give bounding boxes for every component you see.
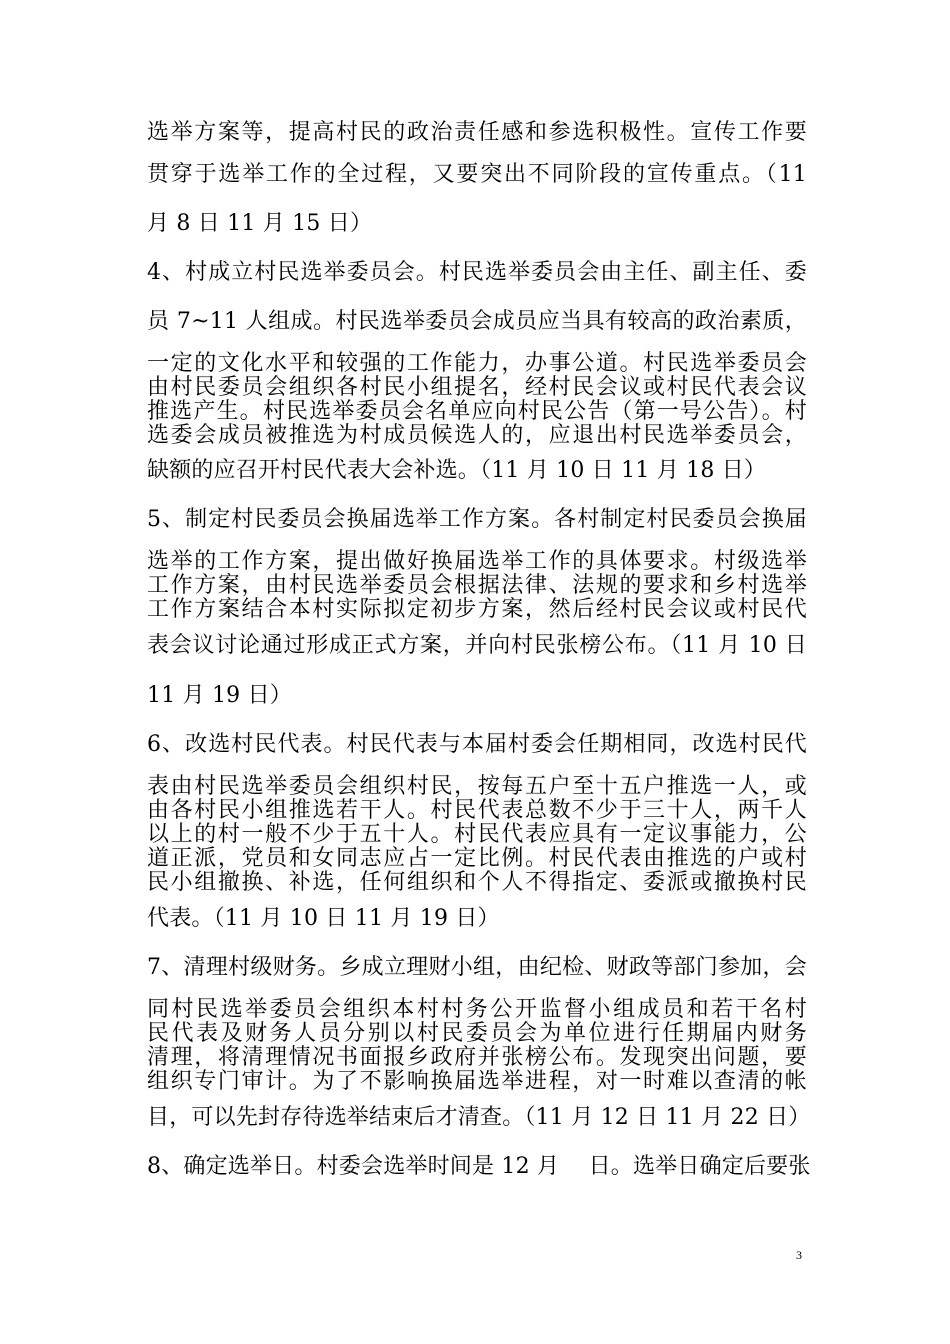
text-line: 6、改选村民代表。村民代表与本届村委会任期相同，改选村民代 (147, 732, 807, 757)
text-line: 组织专门审计。为了不影响换届选举进程，对一时难以查清的帐 (147, 1069, 807, 1094)
text-line: 以上的村一般不少于五十人。村民代表应具有一定议事能力，公 (147, 822, 807, 847)
text-line: 一定的文化水平和较强的工作能力，办事公道。村民选举委员会 (147, 351, 807, 376)
page-number: 3 (796, 1248, 802, 1262)
text-line: 清理，将清理情况书面报乡政府并张榜公布。发现突出问题，要 (147, 1045, 807, 1070)
text-line: 由村民委员会组织各村民小组提名，经村民会议或村民代表会议 (147, 375, 807, 400)
text-line: 表由村民选举委员会组织村民，按每五户至十五户推选一人，或 (147, 774, 807, 799)
text-line: 选委会成员被推选为村成员候选人的，应退出村民选举委员会， (147, 423, 807, 448)
text-line: 7、清理村级财务。乡成立理财小组，由纪检、财政等部门参加，会 (147, 955, 807, 980)
text-line: 推选产生。村民选举委员会名单应向村民公告（第一号公告）。村 (147, 399, 807, 424)
text-line: 工作方案，由村民选举委员会根据法律、法规的要求和乡村选举 (147, 573, 807, 598)
text-line: 4、村成立村民选举委员会。村民选举委员会由主任、副主任、委 (147, 260, 807, 285)
text-line: 代表。（11 月 10 日 11 月 19 日） (147, 906, 500, 931)
text-line: 选举方案等，提高村民的政治责任感和参选积极性。宣传工作要 (147, 120, 807, 145)
text-line: 道正派，党员和女同志应占一定比例。村民代表由推选的户或村 (147, 846, 807, 871)
text-line: 贯穿于选举工作的全过程，又要突出不同阶段的宣传重点。（11 (147, 162, 807, 187)
text-line: 民小组撤换、补选，任何组织和个人不得指定、委派或撤换村民 (147, 870, 807, 895)
text-line: 工作方案结合本村实际拟定初步方案，然后经村民会议或村民代 (147, 597, 807, 622)
text-line: 同村民选举委员会组织本村村务公开监督小组成员和若干名村 (147, 997, 807, 1022)
text-line: 员 7~11 人组成。村民选举委员会成员应当具有较高的政治素质， (147, 309, 807, 334)
text-line: 选举的工作方案，提出做好换届选举工作的具体要求。村级选举 (147, 549, 807, 574)
text-line: 表会议讨论通过形成正式方案，并向村民张榜公布。（11 月 10 日 (147, 633, 807, 658)
text-line: 目，可以先封存待选举结束后才清查。（11 月 12 日 11 月 22 日） (147, 1105, 811, 1130)
text-line: 月 8 日 11 月 15 日） (147, 211, 373, 236)
text-line: 由各村民小组推选若干人。村民代表总数不少于三十人，两千人 (147, 798, 807, 823)
text-line: 5、制定村民委员会换届选举工作方案。各村制定村民委员会换届 (147, 507, 807, 532)
text-line: 8、确定选举日。村委会选举时间是 12 月 日。选举日确定后要张 (147, 1154, 811, 1179)
text-line: 民代表及财务人员分别以村民委员会为单位进行任期届内财务 (147, 1021, 807, 1046)
text-line: 缺额的应召开村民代表大会补选。（11 月 10 日 11 月 18 日） (147, 458, 767, 483)
text-line: 11 月 19 日） (147, 683, 292, 708)
